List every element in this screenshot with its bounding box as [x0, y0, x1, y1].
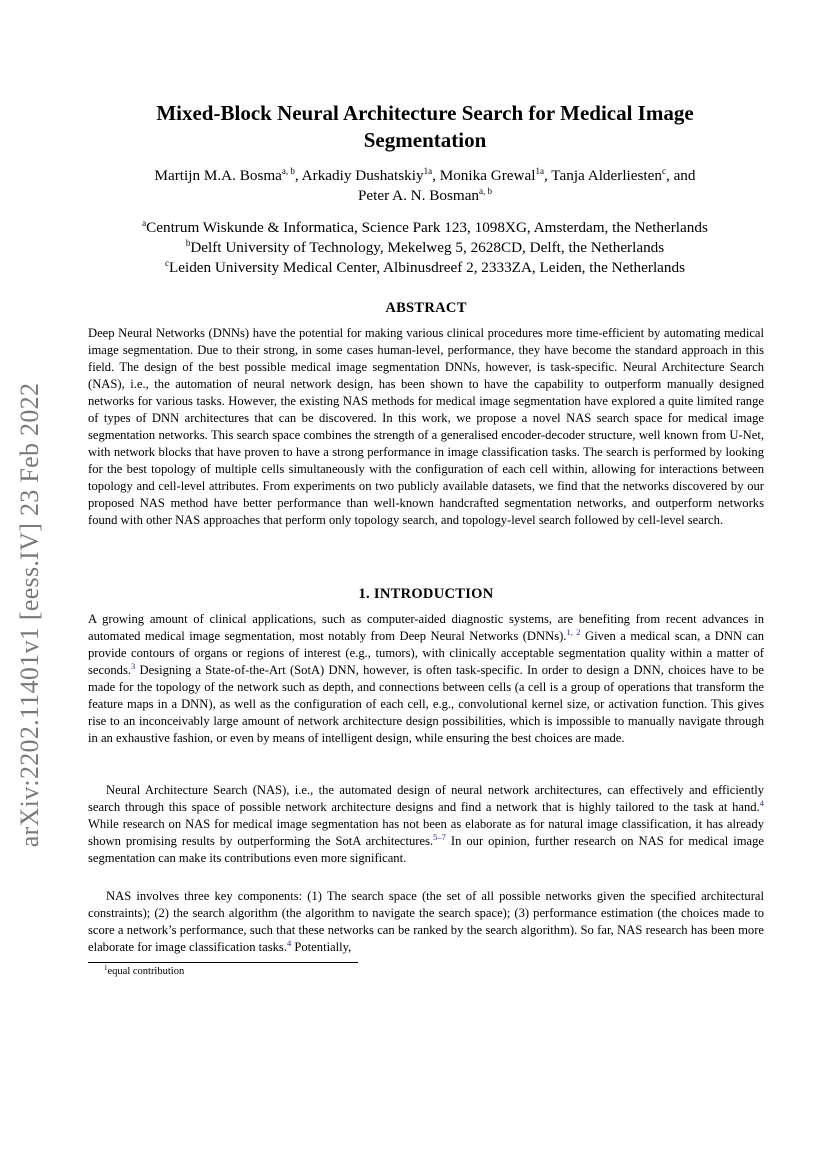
author-name: Monika Grewal [439, 167, 536, 184]
abstract-heading: ABSTRACT [385, 300, 467, 316]
affiliation-text: Delft University of Technology, Mekelweg 5, 2628CD, Delft, the Netherlands [190, 239, 665, 256]
paragraph-text: A growing amount of clinical applications, such as computer-aided diagnostic systems, are benefiting from recent advances in automated medical image segmentation, most notably from Deep Neural Networks (DNNs). [88, 612, 764, 643]
citation-link[interactable]: 4 [286, 938, 292, 948]
affiliation-item [60, 218, 790, 238]
author-list: Martijn M.A. Bosma$^{a, b}$, Arkadiy Dushatskiy$^{1a}$, Monika Grewal$^{1a}$, Tanja Alderliesten$^c$, and Peter A. N. Bosman$^{a, b}$ [154, 166, 696, 204]
citation-link[interactable]: 5–7 [433, 832, 446, 842]
paragraph-text: Potentially, [291, 940, 352, 954]
title-line-2: Segmentation [363, 128, 487, 152]
intro-paragraph-1 [88, 611, 764, 747]
footnote-text: equal contribution [107, 966, 185, 977]
affiliation-item [60, 238, 790, 258]
intro-paragraph-3 [88, 888, 764, 956]
author-affil-mark: 1a [423, 166, 433, 176]
affiliation-list [60, 218, 790, 278]
author-name: Peter A. N. Bosman [357, 187, 480, 204]
affiliation-text: Leiden University Medical Center, Albinusdreef 2, 2333ZA, Leiden, the Netherlands [168, 259, 686, 276]
citation-link[interactable]: 1, 2 [566, 627, 581, 637]
author-affil-mark: a, b [281, 166, 295, 176]
affiliation-mark: c [164, 258, 169, 268]
paper-title [60, 100, 790, 154]
paragraph-text: Given a medical scan, a DNN can provide contours of organs or regions of interest (e.g., tumors), with clinically acceptable segmentation quality within a matter of seconds. [88, 629, 765, 677]
footnote-mark: 1 [104, 964, 108, 972]
introduction-heading: 1. INTRODUCTION [358, 586, 494, 602]
footnote [104, 966, 184, 977]
title-line-1: Mixed-Block Neural Architecture Search for Medical Image [156, 101, 694, 125]
affiliation-item [60, 258, 790, 278]
author-affil-mark: a, b [479, 186, 493, 196]
arxiv-id-text: arXiv:2202.11401v1 [eess.IV] 23 Feb 2022 [15, 382, 44, 848]
paragraph-text: Neural Architecture Search (NAS), i.e., the automated design of neural network architectures, can effectively and efficiently search through this space of possible network architecture designs and find a network that is highly tailored to the task at hand. [88, 783, 764, 814]
arxiv-side-stamp [10, 360, 50, 870]
author-affil-mark: 1a [535, 166, 544, 176]
author-name: Tanja Alderliesten [551, 167, 662, 184]
author-name: Martijn M.A. Bosma [154, 167, 282, 184]
paragraph-text: While research on NAS for medical image segmentation has not been as elaborate as for natural image classification, it has already shown promising results by outperforming the SotA architectures. [88, 817, 764, 848]
author-affil-mark: c [661, 166, 666, 176]
intro-paragraph-2 [88, 782, 764, 867]
affiliation-text: Centrum Wiskunde & Informatica, Science Park 123, 1098XG, Amsterdam, the Netherlands [146, 219, 708, 236]
affiliation-mark: b [185, 238, 191, 248]
author-conjunction: and [673, 167, 696, 184]
paragraph-text: Designing a State-of-the-Art (SotA) DNN, however, is often task-specific. In order to design a DNN, choices have to be made for the topology of the network such as depth, and connections between cells (a cell is a group of operations that transform the feature maps in a DNN), as well as the configuration of each cell, e.g., convolutional kernel size, or activation function. This gives rise to an inconceivably large amount of network architecture design possibilities, which is impossible to manually navigate through in an exhaustive fashion, or even by means of intelligent design, while ensuring the best choices are made. [88, 663, 764, 745]
author-name: Arkadiy Dushatskiy [301, 167, 424, 184]
paragraph-text: In our opinion, further research on NAS for medical image segmentation can make its contributions even more significant. [88, 834, 764, 865]
paragraph-text: NAS involves three key components: (1) The search space (the set of all possible networks given the specified architectural constraints); (2) the search algorithm (the algorithm to navigate the search space); (3) performance estimation (the choices made to score a network’s performance, such that these networks can be ranked by the search algorithm). So far, NAS research has been more elaborate for image classification tasks. [88, 889, 764, 954]
affiliation-mark: a [142, 218, 147, 228]
footnote-divider [88, 962, 358, 963]
citation-link[interactable]: 4 [759, 798, 764, 808]
abstract-body: Deep Neural Networks (DNNs) have the potential for making various clinical procedures more time-efficient by automating medical image segmentation. Due to their strong, in some cases human-level, performance, they have become the standard approach in this field. The design of the best possible medical image segmentation DNNs, however, is task-specific. Neural Architecture Search (NAS), i.e., the automation of neural network design, has been shown to have the capability to outperform manually designed networks for various tasks. However, the existing NAS methods for medical image segmentation have explored a quite limited range of types of DNN architectures that can be discovered. In this work, we propose a novel NAS search space for medical image segmentation networks. This search space combines the strength of a generalised encoder-decoder structure, well known from U-Net, with network blocks that have proven to have a strong performance in image classification tasks. The search is performed by looking for the best topology of multiple cells simultaneously with the configuration of each cell within, allowing for interactions between topology and cell-level attributes. From experiments on two publicly available datasets, we find that the networks discovered by our proposed NAS method have better performance than well-known handcrafted segmentation networks, and outperform networks found with other NAS approaches that perform only topology search, and topology-level search followed by cell-level search. [88, 326, 764, 527]
citation-link[interactable]: 3 [131, 661, 136, 671]
